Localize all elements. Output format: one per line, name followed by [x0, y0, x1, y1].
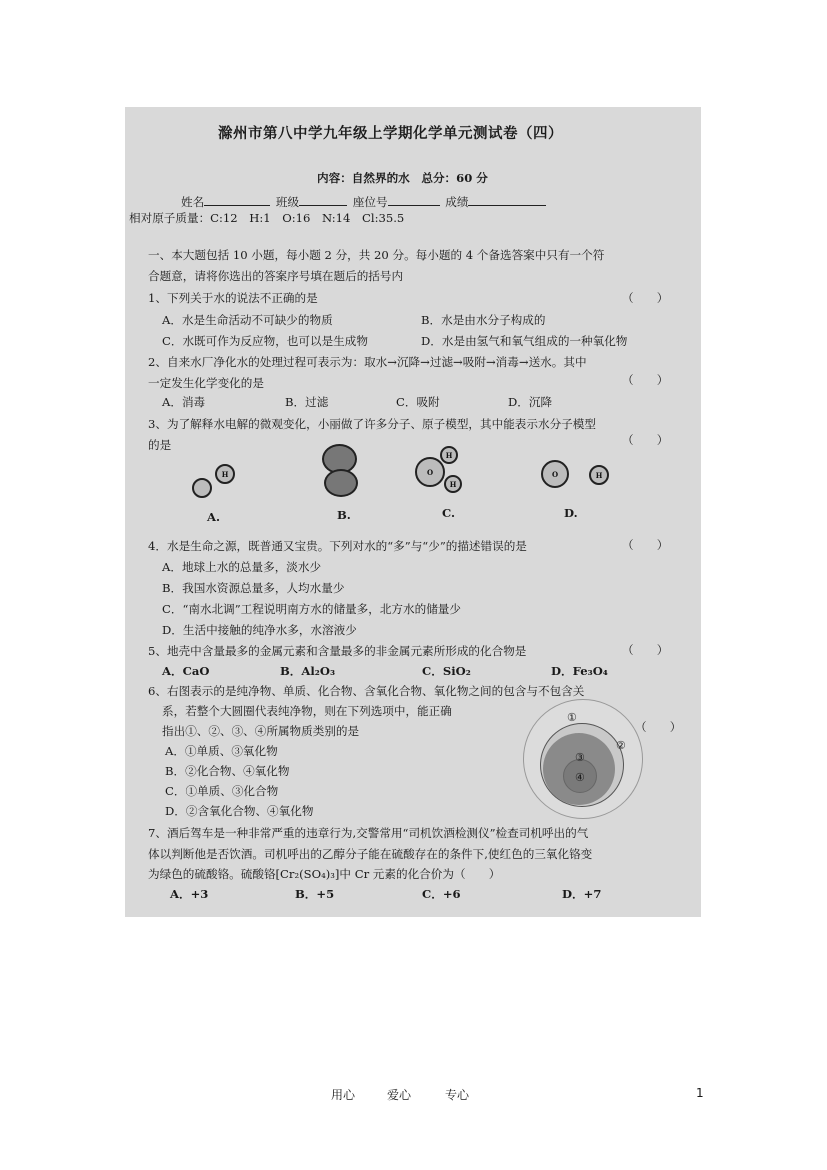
- name-label: 姓名: [181, 195, 205, 209]
- info-fields-row: [181, 193, 546, 209]
- q6-label-1: ①: [567, 711, 577, 724]
- q6-venn-diagram: [523, 699, 643, 819]
- q5-option-a: A．CaO: [162, 664, 210, 678]
- q1-option-a: A．水是生命活动不可缺少的物质: [162, 313, 333, 327]
- class-blank: [299, 193, 347, 206]
- q6-option-a: A．①单质、③氧化物: [165, 744, 278, 758]
- page-number: 1: [696, 1086, 704, 1100]
- seat-label: 座位号: [352, 195, 388, 209]
- q2-option-d: D．沉降: [508, 395, 553, 409]
- seat-blank: [388, 193, 440, 206]
- q2-stem-line-2: 一定发生化学变化的是: [148, 376, 264, 390]
- q4-stem: 4．水是生命之源，既普通又宝贵。下列对水的“多”与“少”的描述错误的是: [148, 539, 527, 553]
- q6-option-b: B．②化合物、④氧化物: [165, 764, 290, 778]
- q2-stem-line-1: 2、自来水厂净化水的处理过程可表示为：取水→沉降→过滤→吸附→消毒→送水。其中: [148, 355, 587, 369]
- q6-label-3: ③: [575, 751, 585, 764]
- q6-option-d: D．②含氧化合物、④氧化物: [165, 804, 314, 818]
- q3-option-a-label: A.: [207, 510, 221, 524]
- exam-content-total: 内容：自然界的水 总分：60 分: [317, 171, 488, 185]
- q3-model-d-atom-o: O: [541, 460, 569, 488]
- q3-stem-line-2: 的是: [148, 438, 172, 452]
- q4-option-c: C．“南水北调”工程说明南方水的储量多，北方水的储量少: [162, 602, 461, 616]
- atomic-mass-line: 相对原子质量：C:12 H:1 O:16 N:14 Cl:35.5: [129, 211, 405, 225]
- q1-option-c: C．水既可作为反应物，也可以是生成物: [162, 334, 368, 348]
- q5-option-d: D．Fe₃O₄: [551, 664, 608, 678]
- q2-option-c: C．吸附: [396, 395, 440, 409]
- q1-option-d: D．水是由氢气和氧气组成的一种氧化物: [421, 334, 628, 348]
- q1-answer-paren: （ ）: [622, 291, 669, 305]
- name-blank: [204, 193, 270, 206]
- q4-answer-paren: （ ）: [622, 538, 669, 552]
- q3-model-d-atom-h: H: [589, 465, 609, 485]
- q4-option-b: B．我国水资源总量多，人均水量少: [162, 581, 345, 595]
- score-blank: [468, 193, 546, 206]
- q5-option-c: C．SiO₂: [422, 664, 471, 678]
- q5-option-b: B．Al₂O₃: [280, 664, 336, 678]
- scanned-exam-sheet: [125, 107, 701, 917]
- q3-option-d-label: D.: [564, 506, 578, 520]
- q3-model-b-atom-bottom: [324, 469, 358, 497]
- q5-answer-paren: （ ）: [622, 643, 669, 657]
- footer-word-1: 用心: [331, 1088, 356, 1102]
- score-label: 成绩: [445, 195, 469, 209]
- section-intro-line-2: 合题意，请将你选出的答案序号填在题后的括号内: [148, 269, 404, 283]
- q6-stem-line-1: 6、右图表示的是纯净物、单质、化合物、含氧化合物、氧化物之间的包含与不包含关: [148, 684, 585, 698]
- q3-option-b-label: B.: [337, 508, 351, 522]
- q7-stem-line-3: 为绿色的硫酸铬。硫酸铬[Cr₂(SO₄)₃]中 Cr 元素的化合价为（ ）: [148, 867, 501, 881]
- q3-stem-line-1: 3、为了解释水电解的微观变化，小丽做了许多分子、原子模型，其中能表示水分子模型: [148, 417, 596, 431]
- q3-model-a-atom-h: H: [215, 464, 235, 484]
- footer-word-3: 专心: [445, 1088, 470, 1102]
- q7-option-d: D．+7: [562, 887, 602, 901]
- class-label: 班级: [275, 195, 300, 209]
- q2-option-a: A．消毒: [162, 395, 206, 409]
- q3-option-c-label: C.: [442, 506, 456, 520]
- q3-model-c-atom-o: O: [415, 457, 445, 487]
- q7-stem-line-2: 体以判断他是否饮酒。司机呼出的乙醇分子能在硫酸存在的条件下,使红色的三氧化铬变: [148, 847, 593, 861]
- q7-option-c: C．+6: [422, 887, 461, 901]
- q2-option-b: B．过滤: [285, 395, 329, 409]
- q6-option-c: C．①单质、③化合物: [165, 784, 279, 798]
- q1-stem: 1、下列关于水的说法不正确的是: [148, 291, 318, 305]
- q2-answer-paren: （ ）: [622, 373, 669, 387]
- q7-stem-line-1: 7、酒后驾车是一种非常严重的违章行为,交警常用“司机饮酒检测仪”检查司机呼出的气: [148, 826, 589, 840]
- footer-word-2: 爱心: [387, 1088, 412, 1102]
- q6-stem-line-2: 系，若整个大圆圈代表纯净物，则在下列选项中，能正确: [162, 704, 452, 718]
- q4-option-d: D．生活中接触的纯净水多，水溶液少: [162, 623, 357, 637]
- q3-model-a-atom-1: [192, 478, 212, 498]
- q6-label-4: ④: [575, 771, 585, 784]
- q6-stem-line-3: 指出①、②、③、④所属物质类别的是: [162, 724, 360, 738]
- q3-model-c-atom-h-bottom: H: [444, 475, 462, 493]
- section-intro-line-1: 一、本大题包括 10 小题，每小题 2 分，共 20 分。每小题的 4 个备选答案中只有一个符: [148, 248, 605, 262]
- q4-option-a: A．地球上水的总量多，淡水少: [162, 560, 322, 574]
- q6-label-2: ②: [616, 739, 626, 752]
- q3-answer-paren: （ ）: [622, 433, 669, 447]
- exam-title: 滁州市第八中学九年级上学期化学单元测试卷（四）: [218, 125, 563, 142]
- q7-option-a: A．+3: [170, 887, 209, 901]
- q6-answer-paren: （ ）: [635, 720, 682, 734]
- q5-stem: 5、地壳中含量最多的金属元素和含量最多的非金属元素所形成的化合物是: [148, 644, 527, 658]
- q7-option-b: B．+5: [295, 887, 335, 901]
- q1-option-b: B．水是由水分子构成的: [421, 313, 546, 327]
- q3-model-c-atom-h-top: H: [440, 446, 458, 464]
